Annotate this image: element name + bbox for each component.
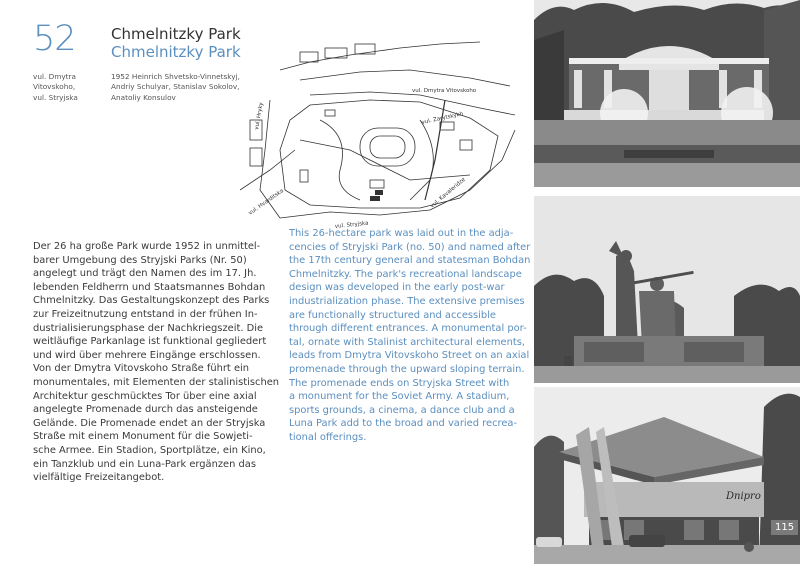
text-line: Architektur geschmücktes Tor über eine axial [33, 390, 257, 402]
address-line: vul. Dmytra [33, 72, 76, 81]
text-line: barer Umgebung des Stryjski Parks (Nr. 50) [33, 254, 247, 266]
text-line: weitläufige Parkanlage ist funktional gegliedert [33, 336, 267, 348]
map-building-dark [375, 190, 383, 195]
map-building [440, 122, 454, 130]
stadium-outline [360, 128, 415, 166]
text-line: tal, ornate with Stalinist architectural elements, [289, 336, 526, 348]
street-label: vul. Hryky [254, 102, 265, 131]
address-block [33, 72, 78, 103]
photo-park-gate [534, 0, 800, 187]
street-label: vul. Zarytskykh [421, 111, 464, 126]
text-line: industrialization phase. The extensive premises [289, 295, 525, 307]
text-line: Von der Dmytra Vitovskoho Straße führt ein [33, 363, 250, 375]
credits-line: Andriy Schulyar, Stanislav Sokolov, [111, 82, 240, 92]
text-line: sports grounds, a cinema, a dance club and a [289, 404, 515, 416]
text-line: Der 26 ha große Park wurde 1952 in unmittel- [33, 241, 261, 252]
text-line: lebenden Feldherrn und Staatsmannes Bohdan [33, 281, 266, 293]
text-line: dustrialisierungsphase der Nachkriegszeit. Die [33, 322, 264, 334]
text-line: This 26-hectare park was laid out in the adja- [289, 228, 514, 239]
map-street-line [310, 92, 515, 115]
text-line: a monument for the Soviet Army. A stadium, [289, 391, 510, 403]
text-line: The promenade ends on Stryjska Street with [289, 377, 510, 389]
body-text-english [289, 227, 530, 445]
address-line: Vitovskoho, [33, 82, 76, 92]
park-boundary [280, 100, 498, 208]
text-line: vielfältige Freizeitangebot. [33, 472, 165, 484]
title-english: Chmelnitzky Park [111, 43, 241, 61]
text-line: und wird über mehrere Eingänge erschlossen. [33, 349, 261, 361]
photo-cinema-building [534, 387, 800, 564]
text-line: through different entrances. A monumental por- [289, 323, 527, 335]
map-building [370, 180, 384, 188]
text-line: angelegte Promenade durch das ansteigende [33, 404, 258, 416]
text-line: cencies of Stryjski Park (no. 50) and named after [289, 241, 531, 253]
text-line: zur Freizeitnutzung entstand in der frühen In- [33, 308, 258, 320]
map-street-line [240, 150, 295, 190]
map-street-line [280, 210, 430, 218]
text-line: the 17th century general and statesman Bohdan [289, 255, 531, 267]
map-path [300, 140, 470, 180]
map-path [410, 120, 433, 200]
text-line: monumentales, mit Elementen der stalinistischen [33, 376, 280, 388]
text-line: Gelände. Die Promenade endet an der Stryjska [33, 417, 266, 429]
photo-soviet-army-monument [534, 196, 800, 383]
credits-line: Anatoliy Konsulov [111, 92, 176, 102]
text-line: promenade through the upward sloping terrain. [289, 363, 525, 375]
street-label: vul. Kavaleridze [429, 176, 467, 210]
text-line: angelegt und trägt den Namen des im 17. Jh. [33, 268, 257, 280]
map-street-line [280, 42, 480, 70]
street-label: vul. Stryjska [334, 220, 369, 230]
text-line: design was developed in the early post-war [289, 282, 505, 294]
street-label: vul. Dmytra Vitovskoho [412, 88, 477, 94]
site-map [240, 40, 522, 232]
text-line: Luna Park add to the broad and varied recrea- [289, 418, 518, 430]
body-text-german [33, 240, 279, 485]
address-line: vul. Stryjska [33, 92, 78, 102]
map-block [250, 148, 262, 166]
text-line: sche Armee. Ein Stadion, Sportplätze, ein Kino, [33, 444, 266, 456]
text-line: leads from Dmytra Vitovskoho Street on an axial [289, 350, 530, 362]
map-block [300, 52, 318, 62]
map-building [325, 110, 335, 116]
text-line: tional offerings. [289, 431, 367, 443]
entry-number: 52 [33, 19, 76, 59]
title-german: Chmelnitzky Park [111, 25, 241, 43]
page-number: 115 [771, 520, 798, 535]
map-building-dark [370, 196, 380, 201]
map-building [460, 140, 472, 150]
map-path [320, 120, 360, 200]
text-line: Chmelnitzky. The park's recreational landscape [289, 268, 522, 280]
text-line: are functionally structured and accessible [289, 309, 497, 321]
credits-block [111, 72, 240, 103]
map-street-line [300, 70, 510, 86]
text-line: Chmelnitzky. Das Gestaltungskonzept des Parks [33, 295, 270, 307]
credits-line: 1952 Heinrich Shvetsko-Vinnetskyj, [111, 72, 240, 81]
text-line: Straße mit einem Monument für die Sowjeti- [33, 431, 253, 443]
street-label: vul. Hvarditska [247, 188, 285, 217]
map-building [300, 170, 308, 182]
stadium-field [370, 136, 405, 158]
cinema-sign: Dnipro [726, 491, 761, 502]
text-line: ein Tanzklub und ein Luna-Park ergänzen das [33, 458, 256, 470]
